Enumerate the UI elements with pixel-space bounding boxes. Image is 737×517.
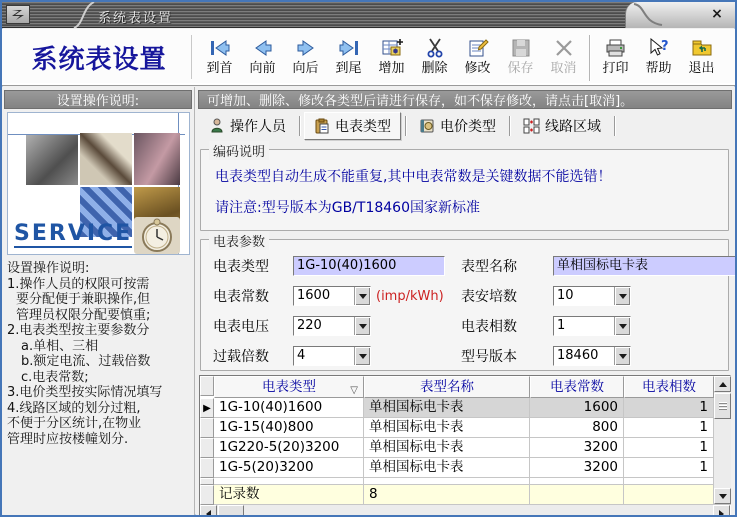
toolbar-separator — [589, 35, 590, 81]
tab-price-types[interactable] — [410, 113, 505, 139]
toolbar-button-label: 退出 — [688, 61, 715, 76]
coding-group-title: 编码说明 — [209, 141, 269, 160]
save-button[interactable] — [499, 33, 542, 83]
printer-icon — [604, 35, 628, 61]
table-cell[interactable]: 1 — [624, 438, 714, 458]
scroll-down-button[interactable] — [714, 488, 731, 504]
delete-button[interactable] — [413, 33, 456, 83]
chevron-down-icon — [619, 354, 627, 359]
horizontal-scroll-thumb[interactable] — [218, 505, 244, 517]
params-form — [201, 240, 728, 366]
edit-document-icon — [467, 35, 489, 61]
arrow-right-icon — [719, 510, 724, 517]
title-bar — [2, 2, 735, 28]
vertical-scroll-track[interactable] — [714, 419, 731, 488]
vertical-scrollbar[interactable] — [714, 376, 731, 505]
column-header-model-name[interactable]: 表型名称 — [364, 376, 530, 398]
add-record-icon — [381, 35, 403, 61]
dropdown-button[interactable] — [354, 347, 370, 365]
chevron-down-icon — [359, 354, 367, 359]
toolbar-button-label: 向前 — [249, 61, 276, 76]
amperage-label: 表安培数 — [461, 289, 517, 305]
meter-type-label: 电表类型 — [213, 259, 269, 275]
table-cell[interactable]: 3200 — [530, 458, 624, 478]
help-line: b.额定电流、过载倍数 — [21, 354, 151, 369]
phases-select[interactable] — [553, 316, 631, 336]
coding-note-2: 请注意:型号版本为GB/T18460国家新标准 — [215, 200, 480, 216]
spacer-cell — [530, 478, 624, 485]
dropdown-button[interactable] — [614, 287, 630, 305]
toolbar-button-label: 向后 — [292, 61, 319, 76]
version-select[interactable] — [553, 346, 631, 366]
record-count-label: 记录数 — [214, 485, 364, 505]
chevron-down-icon — [359, 294, 367, 299]
sort-indicator-icon[interactable]: ▽ — [350, 385, 358, 396]
tab-bar — [200, 112, 731, 139]
footer-empty-cell — [530, 485, 624, 505]
svg-text:?: ? — [660, 39, 669, 54]
next-record-button[interactable] — [284, 33, 327, 83]
close-button[interactable]: × — [711, 6, 723, 22]
table-cell[interactable]: 1G-5(20)3200 — [214, 458, 364, 478]
column-header-meter-type[interactable]: 电表类型 ▽ — [214, 376, 364, 398]
help-line: a.单相、三相 — [21, 338, 99, 354]
model-name-label: 表型名称 — [461, 259, 517, 275]
scroll-right-button[interactable] — [713, 505, 730, 517]
last-record-icon — [337, 35, 361, 61]
help-line: 2.电表类型按主要参数分 — [7, 323, 150, 338]
clipboard-icon — [314, 118, 330, 134]
meter-constant-value: 1600 — [297, 288, 331, 303]
meter-constant-label: 电表常数 — [213, 289, 269, 305]
horizontal-scrollbar[interactable] — [200, 505, 730, 517]
tab-line-areas[interactable] — [514, 113, 610, 139]
meter-constant-select[interactable] — [293, 286, 371, 306]
toolbar-button-label: 帮助 — [645, 61, 672, 76]
tab-separator — [405, 116, 406, 136]
help-line: 管理员权限分配要慎重; — [16, 307, 151, 323]
overload-label: 过载倍数 — [213, 349, 269, 365]
footer-empty-cell — [624, 485, 714, 505]
phases-value: 1 — [557, 318, 566, 333]
dropdown-button[interactable] — [614, 347, 630, 365]
modify-button[interactable] — [456, 33, 499, 83]
toolbar-button-label: 取消 — [550, 61, 577, 76]
service-collage — [7, 112, 190, 255]
tab-label: 电表类型 — [335, 118, 391, 135]
toolbar-buttons — [198, 33, 723, 83]
toolbar-button-label: 到尾 — [335, 61, 362, 76]
last-record-button[interactable] — [327, 33, 370, 83]
notice-bar: 可增加、删除、修改各类型后请进行保存，如不保存修改，请点击[取消]。 — [198, 90, 732, 109]
arrow-down-icon — [719, 494, 727, 499]
table-cell[interactable]: 单相国标电卡表 — [364, 438, 530, 458]
collage-photo-tools — [26, 135, 78, 185]
meter-params-group — [200, 235, 729, 371]
titlebar-curve-decoration — [72, 2, 96, 28]
tab-label: 操作人员 — [230, 118, 286, 135]
meter-type-input[interactable]: 1G-10(40)1600 — [293, 256, 445, 276]
table-cell[interactable]: 单相国标电卡表 — [364, 398, 530, 418]
table-cell[interactable]: 3200 — [530, 438, 624, 458]
help-instructions — [7, 261, 192, 447]
chevron-down-icon — [619, 324, 627, 329]
help-line: 设置操作说明: — [7, 261, 90, 276]
dropdown-button[interactable] — [354, 287, 370, 305]
footer-gutter-cell — [200, 485, 214, 505]
print-button[interactable] — [594, 33, 637, 83]
overload-select[interactable] — [293, 346, 371, 366]
exit-folder-icon — [690, 35, 714, 61]
toolbar-button-label: 保存 — [507, 61, 534, 76]
left-help-panel — [2, 87, 195, 515]
horizontal-scroll-track[interactable] — [244, 505, 713, 517]
cancel-x-icon — [553, 35, 575, 61]
gutter-header-cell — [200, 376, 214, 396]
column-header-meter-constant[interactable]: 电表常数 — [530, 376, 624, 398]
help-button[interactable] — [637, 33, 680, 83]
help-line: 不便于分区统计,在物业 — [7, 416, 142, 431]
table-cell[interactable]: 800 — [530, 418, 624, 438]
row-selector-cell[interactable] — [200, 438, 214, 458]
tab-separator — [509, 116, 510, 136]
help-panel-header: 设置操作说明: — [4, 90, 192, 109]
main-content-panel — [196, 87, 735, 515]
tab-separator — [299, 116, 300, 136]
row-selector-cell[interactable] — [200, 458, 214, 478]
toolbar — [2, 29, 735, 86]
floppy-disk-icon — [510, 35, 532, 61]
help-line: 1.操作人员的权限可按需 — [7, 276, 150, 292]
chevron-down-icon — [619, 294, 627, 299]
help-line: 4.线路区域的划分过粗, — [7, 400, 141, 416]
version-label: 型号版本 — [461, 349, 517, 365]
toolbar-button-label: 删除 — [421, 61, 448, 76]
tab-label: 线路区域 — [545, 118, 601, 135]
row-selector-cell[interactable] — [200, 418, 214, 438]
table-cell[interactable]: 1 — [624, 418, 714, 438]
person-icon — [209, 118, 225, 134]
table-cell[interactable]: 1600 — [530, 398, 624, 418]
coding-note-1: 电表类型自动生成不能重复,其中电表常数是关键数据不能选错！ — [215, 169, 612, 185]
exit-button[interactable] — [680, 33, 723, 83]
tab-operators[interactable] — [200, 113, 295, 139]
table-cell[interactable]: 1G220-5(20)3200 — [214, 438, 364, 458]
help-line: c.电表常数; — [21, 369, 89, 385]
row-selector-cell[interactable] — [200, 398, 214, 418]
spacer-cell — [214, 478, 364, 485]
linked-documents-icon — [523, 118, 540, 134]
table-cell[interactable]: 1G-15(40)800 — [214, 418, 364, 438]
meter-types-table — [199, 375, 731, 517]
table-cell[interactable]: 1 — [624, 458, 714, 478]
version-value: 18460 — [557, 348, 599, 363]
collage-photo-pen — [80, 133, 132, 185]
add-button[interactable] — [370, 33, 413, 83]
scroll-left-button[interactable] — [200, 505, 217, 517]
table-cell[interactable]: 1 — [624, 398, 714, 418]
spacer-cell — [624, 478, 714, 485]
chevron-down-icon — [359, 324, 367, 329]
voltage-select[interactable] — [293, 316, 371, 336]
table-grid — [200, 376, 730, 505]
scroll-up-button[interactable] — [714, 376, 731, 392]
spacer-cell — [364, 478, 530, 485]
arrow-up-icon — [719, 382, 727, 387]
service-label: SERVICE — [14, 221, 133, 246]
titlebar-endcap — [625, 2, 735, 28]
coding-notes-group — [200, 145, 729, 231]
amperage-value: 10 — [557, 288, 574, 303]
page-title: 系统表设置 — [7, 35, 192, 79]
cancel-button[interactable] — [542, 33, 585, 83]
column-header-phases[interactable]: 电表相数 — [624, 376, 714, 398]
toolbar-button-label: 修改 — [464, 61, 491, 76]
collage-photo-watch — [134, 217, 180, 254]
record-count-value: 8 — [364, 485, 530, 505]
help-line: 3.电价类型按实际情况填写 — [7, 385, 163, 400]
next-record-icon — [294, 35, 318, 61]
help-cursor-icon — [647, 35, 671, 61]
tab-separator — [614, 116, 615, 136]
current-row-marker-icon: ▶ — [203, 403, 211, 414]
spacer-cell — [200, 478, 214, 485]
arrow-left-icon — [206, 510, 211, 517]
voltage-label: 电表电压 — [213, 319, 269, 335]
table-cell[interactable]: 1G-10(40)1600 — [214, 398, 364, 418]
toolbar-button-label: 到首 — [206, 61, 233, 76]
help-line: 管理时应按楼幢划分. — [7, 431, 129, 447]
table-cell[interactable]: 单相国标电卡表 — [364, 458, 530, 478]
first-record-button[interactable] — [198, 33, 241, 83]
toolbar-button-label: 增加 — [378, 61, 405, 76]
window-title: 系统表设置 — [98, 11, 174, 26]
amperage-select[interactable] — [553, 286, 631, 306]
params-group-title: 电表参数 — [209, 231, 269, 250]
model-name-input[interactable]: 单相国标电卡表 — [553, 256, 737, 276]
voltage-value: 220 — [297, 318, 322, 333]
vertical-scroll-thumb[interactable] — [714, 393, 731, 419]
meter-constant-unit: (imp/kWh) — [376, 288, 444, 304]
toolbar-button-label: 打印 — [602, 61, 629, 76]
help-line: 要分配便于兼职操作,但 — [16, 292, 151, 307]
table-cell[interactable]: 单相国标电卡表 — [364, 418, 530, 438]
phases-label: 电表相数 — [461, 319, 517, 335]
overload-value: 4 — [297, 348, 306, 363]
collage-photo-parts — [134, 133, 180, 185]
first-record-icon — [208, 35, 232, 61]
dropdown-button[interactable] — [614, 317, 630, 335]
tab-label: 电价类型 — [440, 118, 496, 135]
book-icon — [419, 118, 435, 134]
prev-record-button[interactable] — [241, 33, 284, 83]
prev-record-icon — [251, 35, 275, 61]
app-logo-icon — [6, 5, 30, 24]
dropdown-button[interactable] — [354, 317, 370, 335]
scissors-icon — [424, 35, 446, 61]
tab-meter-types[interactable] — [304, 112, 401, 140]
